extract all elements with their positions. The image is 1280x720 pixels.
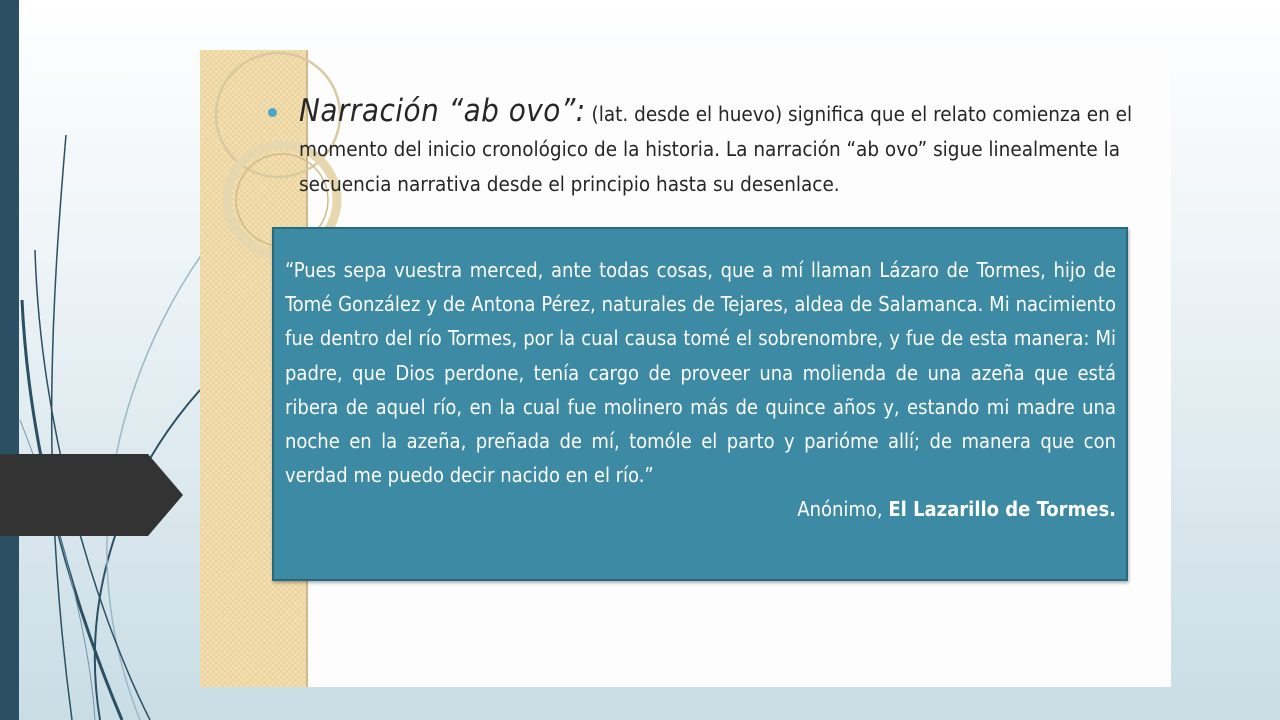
arrow-tab-shape (0, 454, 183, 536)
bullet-text (274, 94, 1154, 202)
quote-author: Anónimo, (797, 497, 889, 522)
bullet-dot-icon (268, 108, 277, 117)
bullet-paragraph (274, 94, 1154, 202)
bullet-term: Narración “ab ovo”: (299, 93, 586, 129)
quote-attribution (285, 492, 1116, 526)
bullet-definition: (lat. desde el huevo) significa que el relato comienza en el momento del inicio cronológico de la historia. La narración “ab ovo” sigue linealmente la secuencia narrativa desde el principio hasta su desenlace. (299, 102, 1133, 196)
slide-content-image (200, 50, 1171, 687)
quote-work-title: El Lazarillo de Tormes. (888, 497, 1116, 522)
quote-text: “Pues sepa vuestra merced, ante todas cosas, que a mí llaman Lázaro de Tormes, hijo de Tomé González y de Antona Pérez, naturales de Tejares, aldea de Salamanca. Mi nacimiento fue dentro del río Tormes, por la cual causa tomé el sobrenombre, y fue de esta manera: Mi padre, que Dios perdone, tenía cargo de proveer una molienda de una azeña que está ribera de aquel río, en la cual fue molinero más de quince años y, estando mi madre una noche en la azeña, preñada de mí, tomóle el parto y parióme allí; de manera que con verdad me puedo decir nacido en el río.” (285, 258, 1116, 488)
quote-box (272, 227, 1128, 581)
